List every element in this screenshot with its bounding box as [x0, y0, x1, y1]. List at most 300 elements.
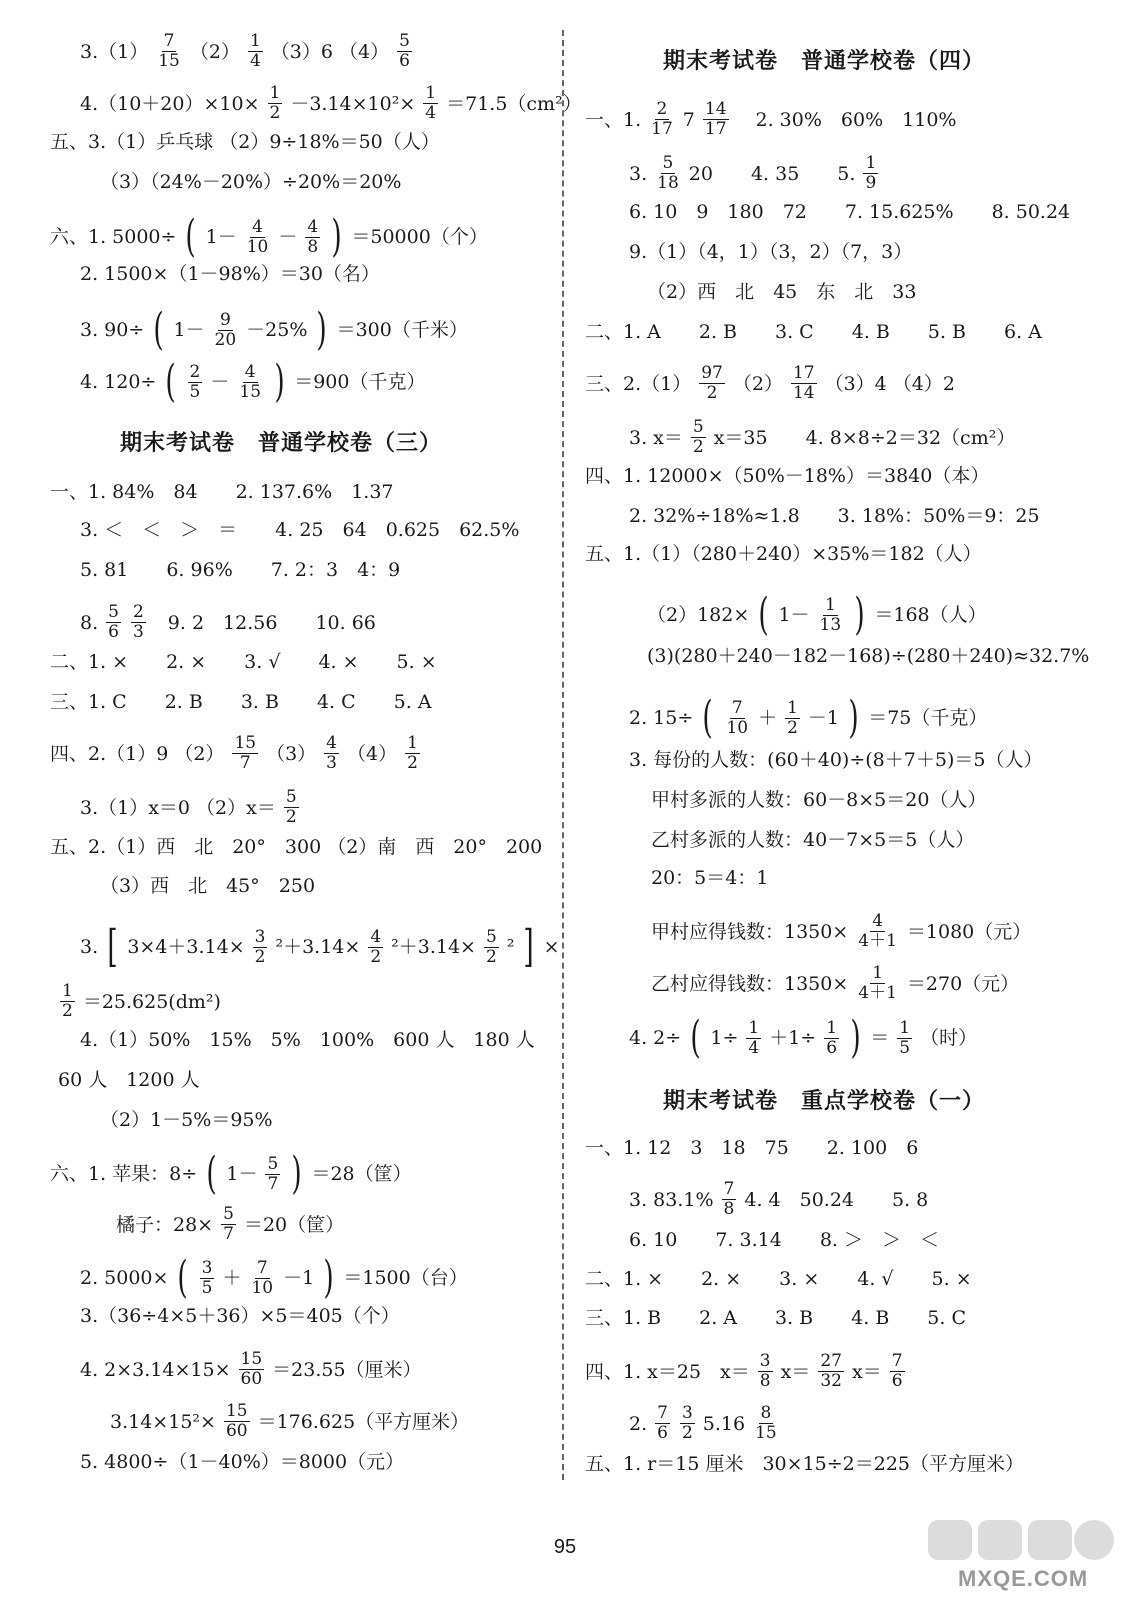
numerator: 3 [681, 1403, 693, 1423]
text: ＝176.625（平方厘米） [257, 1410, 470, 1433]
answer-line [629, 154, 880, 193]
denominator: 2 [269, 103, 281, 123]
fraction [200, 1259, 215, 1298]
text: 3×4＋3.14× [127, 936, 245, 958]
numerator: 1 [407, 733, 418, 753]
numerator: 27 [820, 1351, 842, 1371]
answer-line [50, 480, 394, 504]
answer-line [50, 1148, 412, 1199]
section-heading: 期末考试卷 普通学校卷（三） [120, 431, 443, 456]
fraction [237, 363, 263, 402]
fraction [863, 154, 878, 193]
fraction [397, 32, 412, 71]
text: （2）西 北 45 东 北 33 [647, 281, 917, 303]
text: 3.（1） [80, 40, 149, 63]
fraction [265, 1155, 280, 1194]
section-heading: 期末考试卷 普通学校卷（四） [663, 49, 986, 74]
denominator: 6 [826, 1037, 838, 1058]
denominator: 17 [704, 119, 727, 139]
open-bracket: [ [107, 921, 118, 972]
denominator: 6 [657, 1423, 668, 1443]
fraction [680, 1404, 695, 1443]
answer-line [585, 364, 955, 403]
text: ＝1080（元） [906, 920, 1032, 943]
text: 三、1. C 2. B 3. B 4. C 5. A [50, 691, 432, 713]
denominator: 60 [240, 1369, 263, 1389]
text: （3）西 北 45° 250 [100, 875, 316, 897]
text: （3）（24%－20%）÷20%＝20% [100, 171, 402, 193]
close-paren: ) [323, 1252, 334, 1303]
denominator: 8 [759, 1371, 771, 1391]
text: 2. [629, 1412, 648, 1435]
fraction [655, 1404, 670, 1443]
numerator: 7 [256, 1257, 268, 1278]
close-bracket: ] [523, 921, 535, 972]
answer-line [80, 558, 400, 582]
denominator: 5 [189, 381, 201, 402]
denominator: 60 [225, 1421, 248, 1441]
text: ＝1500（台） [343, 1267, 468, 1289]
numerator: 9 [219, 309, 231, 330]
text: （3） [266, 742, 317, 765]
text: 4.（1）50% 15% 5% 100% 600 人 180 人 [80, 1029, 535, 1051]
fraction [245, 218, 271, 257]
denominator: 2 [485, 946, 497, 967]
numerator: 5 [662, 153, 674, 173]
numerator: 3 [759, 1351, 771, 1371]
fraction [484, 928, 499, 967]
answer-line [80, 304, 468, 355]
answer-line [651, 964, 1019, 1003]
numerator: 4 [307, 216, 319, 237]
answer-line [629, 692, 988, 743]
denominator: 9 [865, 173, 877, 193]
text: 4. 4 50.24 5. 8 [744, 1188, 929, 1211]
text: 4. 2÷ [629, 1027, 682, 1049]
text: ＝23.55（厘米） [272, 1358, 422, 1381]
denominator: 32 [820, 1371, 842, 1391]
text: ＝900（千克） [294, 371, 426, 393]
text: 1－ [226, 1163, 258, 1185]
text: ＋ [222, 1267, 242, 1289]
text: －3.14×10²× [290, 92, 416, 115]
denominator: 7 [223, 1224, 234, 1244]
close-paren: ) [316, 304, 328, 355]
open-paren: ( [177, 1252, 189, 1303]
text: ＝20（筐） [243, 1213, 345, 1236]
denominator: 6 [399, 51, 410, 71]
denominator: 4 [249, 51, 261, 71]
text: 五、1.（1）（280＋240）×35%＝182（人） [585, 543, 982, 565]
text: － [210, 371, 230, 393]
text: （2） [732, 372, 783, 395]
fraction [890, 1352, 905, 1391]
close-paren: ) [854, 589, 865, 640]
text: x＝ [851, 1360, 882, 1383]
answer-line [651, 866, 768, 890]
text: 2. 15÷ [629, 707, 694, 729]
numerator: 5 [267, 1153, 279, 1174]
numerator: 5 [285, 787, 297, 807]
answer-line [629, 240, 912, 264]
answer-line [585, 1352, 907, 1391]
text: 3. [629, 162, 648, 185]
fraction [818, 1352, 844, 1391]
text: 五、2.（1）西 北 20° 300 （2）南 西 20° 200 [50, 836, 543, 858]
text: 三、2.（1） [585, 372, 692, 395]
text: （3）4 （4）2 [824, 372, 955, 395]
numerator: 17 [792, 363, 815, 383]
text: 二、1. × 2. × 3. × 4. √ 5. × [585, 1268, 972, 1290]
denominator: 15 [239, 381, 262, 402]
denominator: 4 [748, 1037, 760, 1058]
numerator: 2 [189, 361, 201, 382]
text: （2）1－5%＝95% [100, 1109, 273, 1131]
text: 3.（1）x＝0 （2）x＝ [80, 796, 276, 819]
answer-line [116, 1205, 344, 1244]
denominator: 2 [706, 383, 718, 403]
text: (3)(280＋240－182－168)÷(280＋240)≈32.7% [647, 645, 1090, 667]
fraction [253, 928, 268, 967]
numerator: 5 [692, 417, 704, 437]
text: （时） [920, 1027, 978, 1049]
fraction [746, 1019, 761, 1058]
denominator: 2 [692, 437, 704, 457]
text: 5.16 [702, 1412, 746, 1435]
answer-line [585, 1267, 972, 1291]
text: 三、1. B 2. A 3. B 4. B 5. C [585, 1307, 966, 1329]
fraction [213, 311, 239, 350]
denominator: 15 [158, 51, 180, 71]
fraction [856, 912, 899, 951]
text: 9. 2 12.56 10. 66 [167, 611, 376, 634]
numerator: 1 [62, 981, 73, 1001]
text: ＋1÷ [769, 1027, 817, 1049]
answer-line [80, 1350, 422, 1389]
text: 20：5＝4：1 [651, 867, 769, 889]
text: 乙村多派的人数：40－7×5＝5（人） [651, 829, 975, 851]
numerator: 1 [787, 697, 798, 718]
text: ＝270（元） [906, 972, 1020, 995]
answer-line [651, 912, 1031, 951]
text: （4） [347, 742, 398, 765]
answer-line [80, 788, 301, 827]
answer-line [80, 1252, 468, 1303]
denominator: 4＋1 [858, 931, 897, 951]
fraction [691, 418, 706, 457]
text: 5. 81 6. 96% 7. 2：3 4：9 [80, 559, 401, 581]
text: 4. 120÷ [80, 371, 157, 393]
text: － [278, 226, 298, 248]
text: 4.（10＋20）×10× [80, 92, 260, 115]
numerator: 3 [254, 926, 266, 947]
close-paren: ) [850, 1012, 861, 1063]
text: ＝300（千米） [336, 319, 468, 341]
text: ²＋3.14× [275, 936, 361, 958]
text: 四、1. 12000×（50%－18%）＝3840（本） [585, 465, 990, 487]
fraction [405, 734, 420, 773]
answer-line [100, 1108, 273, 1132]
text: 60 人 1200 人 [58, 1069, 200, 1091]
fraction [239, 1350, 265, 1389]
text: （2） [189, 40, 240, 63]
denominator: 2 [285, 807, 297, 827]
close-paren: ) [331, 211, 342, 262]
answer-line [50, 211, 488, 262]
text: 3. 90÷ [80, 319, 145, 341]
answer-line [651, 828, 974, 852]
watermark-text: MXQE.COM [958, 1566, 1089, 1591]
answer-line [585, 1452, 1024, 1476]
close-paren: ) [291, 1148, 303, 1199]
fraction [703, 100, 729, 139]
answer-line [629, 1228, 939, 1252]
text: x＝ [780, 1360, 811, 1383]
denominator: 10 [251, 1277, 274, 1298]
answer-line [50, 130, 440, 154]
numerator: 15 [225, 1401, 248, 1421]
numerator: 7 [731, 697, 743, 718]
denominator: 18 [657, 173, 679, 193]
answer-line [80, 603, 376, 642]
numerator: 7 [163, 31, 175, 51]
page-number: 95 [553, 1536, 577, 1558]
numerator: 7 [657, 1403, 668, 1423]
denominator: 8 [723, 1199, 735, 1219]
numerator: 8 [760, 1403, 772, 1423]
denominator: 3 [132, 622, 144, 642]
text: （2）182× [647, 604, 750, 626]
answer-line [50, 734, 422, 773]
open-paren: ( [690, 1012, 701, 1063]
answer-line [80, 84, 582, 123]
fraction [248, 32, 263, 71]
answer-line [647, 589, 987, 640]
text: 2. 30% 60% 110% [736, 108, 957, 131]
denominator: 4 [425, 103, 437, 123]
numerator: 1 [826, 1017, 838, 1038]
fraction [722, 1180, 737, 1219]
answer-line [585, 464, 989, 488]
fraction [232, 734, 258, 773]
text: × [543, 936, 560, 958]
answer-line [629, 748, 1042, 772]
text: 一、1. 84% 84 2. 137.6% 1.37 [50, 481, 394, 503]
fraction [188, 363, 203, 402]
text: 1－ [173, 319, 205, 341]
answer-line [80, 356, 426, 407]
fraction [249, 1259, 275, 1298]
close-paren: ) [848, 692, 859, 743]
text: 乙村应得钱数：1350× [651, 972, 849, 995]
text: ＝71.5（cm²） [446, 92, 582, 115]
denominator: 7 [239, 753, 251, 773]
fraction [897, 1019, 912, 1058]
answer-line [647, 280, 916, 304]
denominator: 8 [307, 236, 319, 257]
numerator: 15 [234, 733, 257, 753]
text: －1 [807, 707, 840, 729]
denominator: 10 [726, 717, 749, 738]
numerator: 5 [223, 1204, 234, 1224]
text: 1÷ [710, 1027, 739, 1049]
fraction [324, 734, 339, 773]
text: 1－ [205, 226, 237, 248]
text: 3. [80, 936, 99, 958]
text: ＝50000（个） [351, 226, 488, 248]
fraction [423, 84, 438, 123]
numerator: 4 [370, 926, 382, 947]
answer-line [629, 1404, 781, 1443]
text: 6. 10 9 180 72 7. 15.625% 8. 50.24 [629, 201, 1071, 223]
text: x＝35 4. 8×8÷2＝32（cm²） [713, 426, 1016, 449]
text: ＋ [758, 707, 778, 729]
numerator: 1 [872, 963, 884, 983]
fraction [753, 1404, 779, 1443]
text: 3. 83.1% [629, 1188, 714, 1211]
text: 7 [682, 108, 695, 131]
numerator: 1 [824, 594, 836, 615]
fraction [156, 32, 182, 71]
numerator: 1 [249, 31, 261, 51]
numerator: 2 [656, 99, 668, 119]
numerator: 14 [704, 99, 727, 119]
answer-line [647, 644, 1089, 668]
answer-line [585, 320, 1042, 344]
numerator: 2 [132, 602, 144, 622]
fraction [818, 596, 844, 635]
text: ² [506, 936, 515, 958]
text: 20 4. 35 5. [688, 162, 856, 185]
text: 四、1. x＝25 x＝ [585, 1360, 750, 1383]
fraction [856, 964, 899, 1003]
fraction [221, 1205, 236, 1244]
answer-line [110, 1402, 469, 1441]
numerator: 5 [485, 926, 497, 947]
answer-line [100, 874, 315, 898]
fraction [224, 1402, 250, 1441]
fraction [785, 699, 800, 738]
text: 四、2.（1）9 （2） [50, 742, 225, 765]
numerator: 4 [872, 911, 884, 931]
numerator: 4 [326, 733, 337, 753]
text: 六、1. 5000÷ [50, 226, 177, 248]
answer-line [585, 100, 956, 139]
open-paren: ( [702, 692, 714, 743]
fraction [824, 1019, 839, 1058]
fraction [131, 603, 146, 642]
text: 3. 每份的人数：(60＋40)÷(8＋7＋5)＝5（人） [629, 749, 1043, 771]
text: 甲村多派的人数：60－8×5＝20（人） [651, 789, 987, 811]
fraction [368, 928, 383, 967]
fraction [305, 218, 320, 257]
text: 2. 1500×（1－98%）＝30（名） [80, 263, 380, 285]
open-paren: ( [206, 1148, 217, 1199]
fraction [284, 788, 299, 827]
numerator: 4 [252, 216, 263, 237]
answer-line [58, 1068, 200, 1092]
text: 8. [80, 611, 99, 634]
answer-line [80, 1304, 400, 1328]
fraction [791, 364, 817, 403]
denominator: 3 [326, 753, 337, 773]
denominator: 2 [370, 946, 382, 967]
answer-line [80, 1028, 535, 1052]
numerator: 5 [399, 31, 410, 51]
text: 橘子：28× [116, 1213, 214, 1236]
text: ＝28（筐） [311, 1163, 412, 1185]
answer-line [629, 200, 1070, 224]
answer-line [80, 262, 380, 286]
text: 3. x＝ [629, 426, 683, 449]
numerator: 1 [899, 1017, 911, 1038]
text: （3）6 （4） [270, 40, 390, 63]
denominator: 5 [899, 1037, 911, 1058]
text: ＝168（人） [874, 604, 987, 626]
denominator: 4＋1 [858, 983, 897, 1003]
numerator: 3 [201, 1257, 213, 1278]
denominator: 2 [787, 717, 798, 738]
text: 五、3.（1）乒乓球 （2）9÷18%＝50（人） [50, 131, 440, 153]
numerator: 5 [108, 602, 119, 622]
open-paren: ( [185, 211, 197, 262]
denominator: 2 [254, 946, 266, 967]
denominator: 2 [407, 753, 418, 773]
denominator: 7 [267, 1173, 279, 1194]
section-heading: 期末考试卷 重点学校卷（一） [663, 1089, 986, 1114]
denominator: 17 [651, 119, 673, 139]
text: 2. 32%÷18%≈1.8 3. 18%：50%＝9：25 [629, 505, 1040, 527]
text: 二、1. × 2. × 3. √ 4. × 5. × [50, 651, 437, 673]
numerator: 4 [244, 361, 256, 382]
numerator: 1 [748, 1017, 760, 1038]
denominator: 6 [108, 622, 119, 642]
answer-line [50, 835, 542, 859]
denominator: 15 [755, 1423, 777, 1443]
answer-line [585, 1306, 966, 1330]
text: 二、1. A 2. B 3. C 4. B 5. B 6. A [585, 321, 1042, 343]
answer-line [50, 650, 437, 674]
fraction [699, 364, 725, 403]
text: 2. 5000× [80, 1267, 169, 1289]
fraction [268, 84, 283, 123]
text: 一、1. [585, 108, 642, 131]
numerator: 7 [891, 1351, 903, 1371]
fraction [724, 699, 750, 738]
answer-line [629, 1180, 928, 1219]
answer-line [80, 32, 414, 71]
numerator: 97 [701, 363, 723, 383]
answer-line [629, 418, 1015, 457]
answer-line [50, 690, 432, 714]
text: －25% [246, 319, 308, 341]
answer-line [58, 982, 221, 1021]
denominator: 13 [819, 614, 842, 635]
text: 3.14×15²× [110, 1410, 216, 1433]
fraction [106, 603, 121, 642]
numerator: 15 [240, 1349, 263, 1369]
numerator: 1 [425, 83, 437, 103]
denominator: 14 [792, 383, 815, 403]
column-divider [562, 30, 564, 1480]
text: 甲村应得钱数：1350× [651, 920, 849, 943]
text: 4. 2×3.14×15× [80, 1358, 231, 1381]
text: 3. ＜ ＜ ＞ ＝ 4. 25 64 0.625 62.5% [80, 519, 520, 541]
fraction [655, 154, 681, 193]
open-paren: ( [165, 356, 177, 407]
answer-line [585, 542, 982, 566]
open-paren: ( [153, 304, 165, 355]
